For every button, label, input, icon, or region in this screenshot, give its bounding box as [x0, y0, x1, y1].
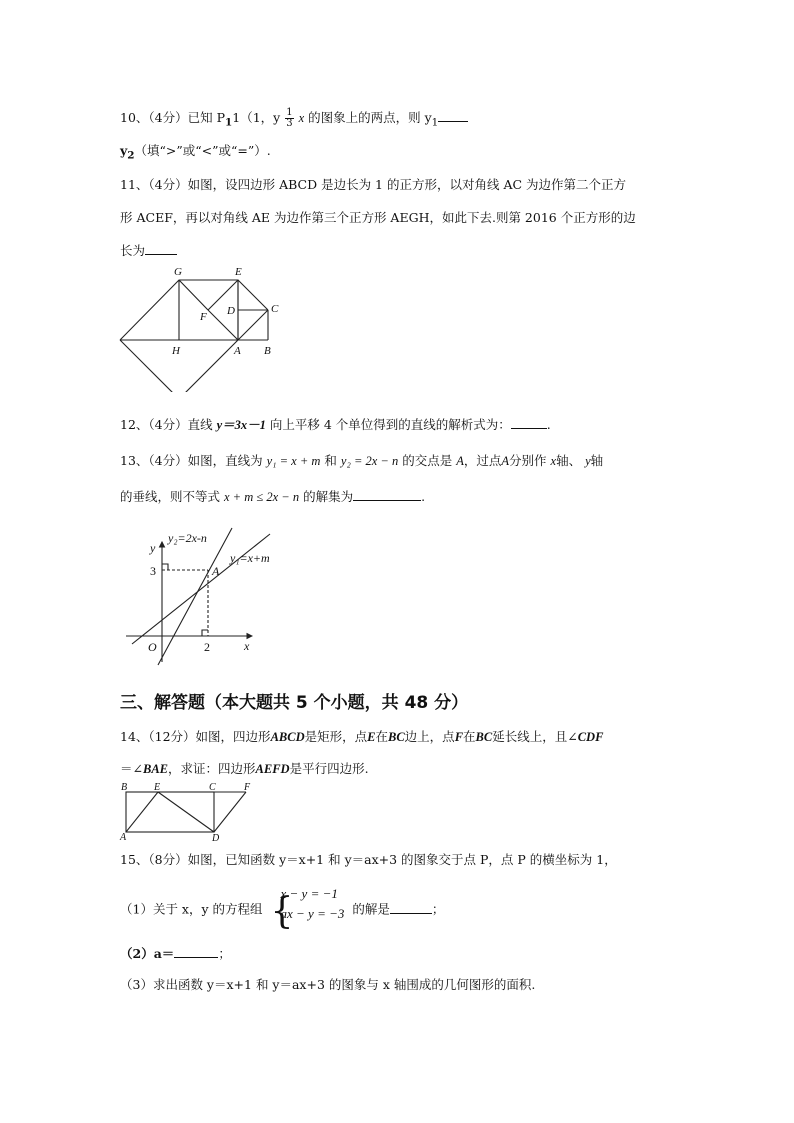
q11-label-E: E — [235, 266, 242, 278]
q11-label-A: A — [234, 345, 241, 357]
q10-answer-blank[interactable] — [438, 109, 468, 122]
q13-tick-2: 2 — [204, 640, 210, 654]
q11-label-G: G — [174, 266, 182, 278]
q13-label-y1: y₁=x+m — [230, 551, 270, 565]
section3-heading: 三、解答题（本大题共 5 个小题，共 48 分） — [120, 693, 469, 713]
q13-graph — [120, 520, 290, 670]
q10-line2: $y_2$（填“>”或“<”或“=”）. — [120, 143, 271, 162]
q14-line1: 14、（12分）如图，四边形ABCD是矩形，点E在BC边上，点F在BC延长线上，且∠CDF — [120, 729, 604, 744]
q15-sub3: （3）求出函数 y＝x+1 和 y＝ax+3 的图象与 x 轴围成的几何图形的面积. — [120, 977, 536, 992]
q10-line1: 10、（4分）已知 $P_11(1$，y $\frac{1}{3}$ x 的图象上的两点，则 $y_1$ — [120, 108, 468, 132]
q14-rectangle-figure — [118, 782, 258, 842]
q11-label-D: D — [227, 305, 235, 317]
q13-tick-3: 3 — [150, 564, 156, 578]
q13-label-O: O — [148, 640, 157, 654]
q14-line2: ＝∠BAE，求证：四边形AEFD是平行四边形. — [120, 761, 369, 776]
q11-line1: 11、（4分）如图，设四边形 ABCD 是边长为 1 的正方形，以对角线 AC 为边作第二个正方 — [120, 177, 627, 192]
q12-answer-blank[interactable] — [511, 416, 547, 429]
q15-sub1-blank[interactable] — [390, 901, 432, 914]
q15-line1: 15、（8分）如图，已知函数 y＝x+1 和 y＝ax+3 的图象交于点 P，点 P 的横坐标为 1， — [120, 852, 617, 867]
q13-label-y: y — [150, 541, 156, 555]
q10-p1: 1（1，y — [232, 110, 281, 125]
q12-line: 12、（4分）直线 y＝3x－1 向上平移 4 个单位得到的直线的解析式为： . — [120, 417, 551, 432]
q11-label-H: H — [172, 345, 180, 357]
q11-line3: 长为 — [120, 242, 177, 260]
q14-label-A: A — [120, 832, 127, 842]
q13-answer-blank[interactable] — [353, 488, 421, 501]
q11-label-B: B — [264, 345, 271, 357]
q11-label-F: F — [200, 311, 207, 323]
q11-squares-figure — [110, 262, 300, 392]
q14-label-E: E — [154, 782, 161, 793]
q15-sub2: （2）a＝ ； — [120, 946, 231, 961]
q10-fraction: $\frac{1}{3}$ — [286, 107, 293, 129]
q13-label-x: x — [244, 639, 250, 653]
q11-answer-blank[interactable] — [145, 242, 177, 255]
q15-sub2-blank[interactable] — [174, 945, 218, 958]
q14-label-B: B — [121, 782, 128, 793]
q11-label-C: C — [271, 303, 279, 315]
q15-equation-system: { x − y = −1 ax − y = −3 — [270, 886, 345, 932]
q14-label-C: C — [209, 782, 216, 793]
q13-line-y2 — [158, 528, 232, 665]
q14-label-F: F — [244, 782, 251, 793]
q15-sub1: （1）关于 x，y 的方程组 { x − y = −1 ax − y = −3 的解是 ； — [120, 886, 445, 932]
q11-line2: 形 ACEF，再以对角线 AE 为边作第三个正方形 AEGH，如此下去.则第 2016 个正方形的边 — [120, 210, 636, 225]
q13-line1: 13、（4分）如图，直线为 y₁ = x + m 和 y₂ = 2x − n 的交点是 A，过点A分别作 x轴、 y轴 — [120, 453, 604, 468]
q14-label-D: D — [212, 833, 220, 842]
q13-label-y2: y₂=2x-n — [168, 531, 207, 545]
q13-line2: 的垂线，则不等式 x + m ≤ 2x − n 的解集为 . — [120, 489, 426, 504]
q13-label-A: A — [212, 564, 220, 578]
